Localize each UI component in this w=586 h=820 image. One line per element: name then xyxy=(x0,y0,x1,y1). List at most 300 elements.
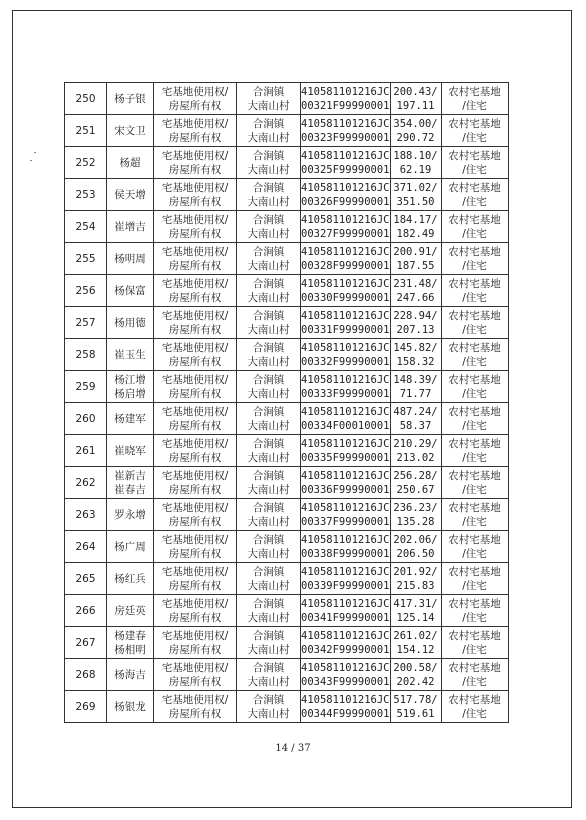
table-row xyxy=(65,371,509,403)
usage-cell xyxy=(441,211,508,243)
row-number-cell: 259 xyxy=(65,371,107,403)
unit-code-cell-line: 00332F99990001 xyxy=(301,355,390,368)
owner-name-cell xyxy=(107,627,154,659)
unit-code-cell xyxy=(301,371,391,403)
location-cell-line: 大南山村 xyxy=(247,451,290,464)
usage-cell xyxy=(441,275,508,307)
area-cell-line: 207.13 xyxy=(396,323,435,336)
right-type-cell-line: 宅基地使用权/ xyxy=(161,693,229,706)
usage-cell-line: /住宅 xyxy=(462,387,487,400)
usage-cell xyxy=(441,531,508,563)
right-type-cell xyxy=(154,499,237,531)
usage-cell-line: 农村宅基地 xyxy=(448,341,501,354)
area-cell xyxy=(390,467,441,499)
usage-cell-line: 农村宅基地 xyxy=(448,277,501,290)
usage-cell-line: /住宅 xyxy=(462,515,487,528)
owner-name-cell-line: 崔增吉 xyxy=(114,220,146,233)
area-cell-line: 148.39/ xyxy=(393,373,438,386)
unit-code-cell-line: 00328F99990001 xyxy=(301,259,390,272)
table-row xyxy=(65,403,509,435)
area-cell-line: 200.43/ xyxy=(393,85,438,98)
unit-code-cell xyxy=(301,115,391,147)
row-number-cell: 255 xyxy=(65,243,107,275)
usage-cell-line: 农村宅基地 xyxy=(448,373,501,386)
table-row xyxy=(65,147,509,179)
unit-code-cell xyxy=(301,339,391,371)
area-cell-line: 215.83 xyxy=(396,579,435,592)
usage-cell-line: 农村宅基地 xyxy=(448,213,501,226)
owner-name-cell xyxy=(107,563,154,595)
usage-cell-line: 农村宅基地 xyxy=(448,85,501,98)
row-number-cell: 252 xyxy=(65,147,107,179)
unit-code-cell-line: 410581101216JC xyxy=(301,565,390,578)
owner-name-cell-line: 崔春吉 xyxy=(114,483,146,496)
area-cell xyxy=(390,435,441,467)
usage-cell-line: /住宅 xyxy=(462,451,487,464)
unit-code-cell xyxy=(301,211,391,243)
right-type-cell xyxy=(154,467,237,499)
registration-table-body xyxy=(65,83,509,723)
owner-name-cell xyxy=(107,83,154,115)
usage-cell-line: /住宅 xyxy=(462,579,487,592)
owner-name-cell xyxy=(107,307,154,339)
area-cell xyxy=(390,307,441,339)
location-cell-line: 合涧镇 xyxy=(252,565,285,578)
usage-cell-line: 农村宅基地 xyxy=(448,597,501,610)
unit-code-cell-line: 00334F00010001 xyxy=(301,419,390,432)
usage-cell-line: 农村宅基地 xyxy=(448,405,501,418)
owner-name-cell xyxy=(107,595,154,627)
owner-name-cell-line: 杨明周 xyxy=(114,252,146,265)
row-number-cell: 269 xyxy=(65,691,107,723)
usage-cell-line: /住宅 xyxy=(462,643,487,656)
right-type-cell xyxy=(154,563,237,595)
location-cell xyxy=(237,627,301,659)
location-cell xyxy=(237,147,301,179)
usage-cell-line: /住宅 xyxy=(462,707,487,720)
owner-name-cell-line: 崔玉生 xyxy=(114,348,146,361)
unit-code-cell-line: 00335F99990001 xyxy=(301,451,390,464)
table-row xyxy=(65,275,509,307)
area-cell-line: 187.55 xyxy=(396,259,435,272)
owner-name-cell-line: 崔新吉 xyxy=(114,469,146,482)
owner-name-cell-line: 崔晓军 xyxy=(114,444,146,457)
right-type-cell xyxy=(154,339,237,371)
location-cell-line: 大南山村 xyxy=(247,291,290,304)
owner-name-cell-line: 侯天增 xyxy=(114,188,146,201)
owner-name-cell xyxy=(107,467,154,499)
right-type-cell-line: 宅基地使用权/ xyxy=(161,341,229,354)
unit-code-cell xyxy=(301,499,391,531)
table-row xyxy=(65,435,509,467)
area-cell-line: 213.02 xyxy=(396,451,435,464)
location-cell-line: 大南山村 xyxy=(247,515,290,528)
table-row xyxy=(65,83,509,115)
row-number-cell: 262 xyxy=(65,467,107,499)
right-type-cell-line: 宅基地使用权/ xyxy=(161,501,229,514)
unit-code-cell-line: 410581101216JC xyxy=(301,373,390,386)
owner-name-cell xyxy=(107,339,154,371)
owner-name-cell xyxy=(107,531,154,563)
area-cell xyxy=(390,243,441,275)
right-type-cell-line: 房屋所有权 xyxy=(168,195,222,208)
unit-code-cell-line: 00339F99990001 xyxy=(301,579,390,592)
owner-name-cell xyxy=(107,275,154,307)
location-cell-line: 大南山村 xyxy=(247,195,290,208)
area-cell-line: 182.49 xyxy=(396,227,435,240)
area-cell xyxy=(390,691,441,723)
unit-code-cell xyxy=(301,179,391,211)
area-cell-line: 228.94/ xyxy=(393,309,438,322)
location-cell-line: 合涧镇 xyxy=(252,149,285,162)
right-type-cell-line: 房屋所有权 xyxy=(168,579,222,592)
location-cell-line: 合涧镇 xyxy=(252,181,285,194)
right-type-cell-line: 宅基地使用权/ xyxy=(161,533,229,546)
right-type-cell-line: 房屋所有权 xyxy=(168,291,222,304)
usage-cell xyxy=(441,115,508,147)
area-cell-line: 519.61 xyxy=(396,707,435,720)
location-cell-line: 合涧镇 xyxy=(252,501,285,514)
area-cell-line: 58.37 xyxy=(399,419,432,432)
right-type-cell-line: 宅基地使用权/ xyxy=(161,117,229,130)
unit-code-cell-line: 410581101216JC xyxy=(301,597,390,610)
usage-cell-line: /住宅 xyxy=(462,195,487,208)
area-cell-line: 154.12 xyxy=(396,643,435,656)
usage-cell xyxy=(441,659,508,691)
right-type-cell-line: 房屋所有权 xyxy=(168,643,222,656)
location-cell-line: 合涧镇 xyxy=(252,373,285,386)
usage-cell-line: /住宅 xyxy=(462,131,487,144)
unit-code-cell-line: 00325F99990001 xyxy=(301,163,390,176)
right-type-cell-line: 房屋所有权 xyxy=(168,515,222,528)
location-cell xyxy=(237,371,301,403)
right-type-cell-line: 宅基地使用权/ xyxy=(161,405,229,418)
area-cell-line: 145.82/ xyxy=(393,341,438,354)
area-cell-line: 231.48/ xyxy=(393,277,438,290)
owner-name-cell-line: 杨相明 xyxy=(114,643,146,656)
area-cell xyxy=(390,275,441,307)
area-cell-line: 188.10/ xyxy=(393,149,438,162)
usage-cell-line: 农村宅基地 xyxy=(448,693,501,706)
area-cell-line: 202.42 xyxy=(396,675,435,688)
owner-name-cell-line: 杨建春 xyxy=(114,629,146,642)
usage-cell-line: 农村宅基地 xyxy=(448,181,501,194)
unit-code-cell-line: 00336F99990001 xyxy=(301,483,390,496)
unit-code-cell xyxy=(301,403,391,435)
location-cell xyxy=(237,659,301,691)
table-row xyxy=(65,179,509,211)
right-type-cell xyxy=(154,307,237,339)
location-cell-line: 大南山村 xyxy=(247,323,290,336)
area-cell-line: 290.72 xyxy=(396,131,435,144)
row-number-cell: 251 xyxy=(65,115,107,147)
area-cell-line: 261.02/ xyxy=(393,629,438,642)
usage-cell-line: /住宅 xyxy=(462,163,487,176)
area-cell-line: 62.19 xyxy=(399,163,432,176)
row-number-cell: 266 xyxy=(65,595,107,627)
right-type-cell xyxy=(154,659,237,691)
area-cell xyxy=(390,115,441,147)
location-cell-line: 合涧镇 xyxy=(252,437,285,450)
usage-cell xyxy=(441,595,508,627)
usage-cell-line: /住宅 xyxy=(462,259,487,272)
usage-cell xyxy=(441,147,508,179)
right-type-cell xyxy=(154,211,237,243)
area-cell-line: 247.66 xyxy=(396,291,435,304)
right-type-cell-line: 房屋所有权 xyxy=(168,547,222,560)
location-cell-line: 大南山村 xyxy=(247,547,290,560)
unit-code-cell xyxy=(301,147,391,179)
owner-name-cell-line: 杨海吉 xyxy=(114,668,146,681)
right-type-cell-line: 房屋所有权 xyxy=(168,675,222,688)
right-type-cell-line: 宅基地使用权/ xyxy=(161,181,229,194)
unit-code-cell-line: 00333F99990001 xyxy=(301,387,390,400)
unit-code-cell-line: 00342F99990001 xyxy=(301,643,390,656)
table-row xyxy=(65,467,509,499)
area-cell xyxy=(390,371,441,403)
scan-speck xyxy=(30,160,32,161)
area-cell xyxy=(390,339,441,371)
location-cell-line: 大南山村 xyxy=(247,99,290,112)
location-cell xyxy=(237,435,301,467)
right-type-cell xyxy=(154,179,237,211)
owner-name-cell-line: 杨建军 xyxy=(114,412,146,425)
usage-cell-line: 农村宅基地 xyxy=(448,661,501,674)
location-cell-line: 大南山村 xyxy=(247,643,290,656)
owner-name-cell-line: 杨江增 xyxy=(114,373,146,386)
location-cell-line: 大南山村 xyxy=(247,387,290,400)
location-cell-line: 合涧镇 xyxy=(252,405,285,418)
location-cell-line: 合涧镇 xyxy=(252,661,285,674)
usage-cell-line: 农村宅基地 xyxy=(448,117,501,130)
row-number-cell: 260 xyxy=(65,403,107,435)
right-type-cell xyxy=(154,627,237,659)
row-number-cell: 258 xyxy=(65,339,107,371)
table-row xyxy=(65,115,509,147)
unit-code-cell xyxy=(301,563,391,595)
unit-code-cell xyxy=(301,627,391,659)
owner-name-cell xyxy=(107,147,154,179)
unit-code-cell-line: 410581101216JC xyxy=(301,629,390,642)
unit-code-cell-line: 00326F99990001 xyxy=(301,195,390,208)
owner-name-cell-line: 杨超 xyxy=(119,156,141,169)
owner-name-cell-line: 杨启增 xyxy=(114,387,146,400)
location-cell-line: 大南山村 xyxy=(247,419,290,432)
usage-cell-line: /住宅 xyxy=(462,99,487,112)
owner-name-cell-line: 杨银龙 xyxy=(114,700,146,713)
usage-cell-line: /住宅 xyxy=(462,227,487,240)
location-cell-line: 合涧镇 xyxy=(252,117,285,130)
area-cell-line: 200.58/ xyxy=(393,661,438,674)
area-cell-line: 202.06/ xyxy=(393,533,438,546)
area-cell-line: 206.50 xyxy=(396,547,435,560)
location-cell xyxy=(237,531,301,563)
table-row xyxy=(65,691,509,723)
usage-cell xyxy=(441,627,508,659)
area-cell xyxy=(390,179,441,211)
row-number-cell: 264 xyxy=(65,531,107,563)
location-cell xyxy=(237,339,301,371)
right-type-cell-line: 房屋所有权 xyxy=(168,707,222,720)
usage-cell-line: 农村宅基地 xyxy=(448,469,501,482)
row-number-cell: 268 xyxy=(65,659,107,691)
usage-cell-line: 农村宅基地 xyxy=(448,245,501,258)
unit-code-cell-line: 410581101216JC xyxy=(301,661,390,674)
right-type-cell-line: 房屋所有权 xyxy=(168,259,222,272)
unit-code-cell-line: 00327F99990001 xyxy=(301,227,390,240)
right-type-cell xyxy=(154,595,237,627)
area-cell-line: 201.92/ xyxy=(393,565,438,578)
area-cell-line: 197.11 xyxy=(396,99,435,112)
area-cell-line: 371.02/ xyxy=(393,181,438,194)
usage-cell xyxy=(441,435,508,467)
right-type-cell-line: 宅基地使用权/ xyxy=(161,277,229,290)
unit-code-cell-line: 410581101216JC xyxy=(301,405,390,418)
table-row xyxy=(65,339,509,371)
right-type-cell-line: 宅基地使用权/ xyxy=(161,597,229,610)
right-type-cell xyxy=(154,243,237,275)
unit-code-cell-line: 00337F99990001 xyxy=(301,515,390,528)
row-number-cell: 263 xyxy=(65,499,107,531)
area-cell-line: 158.32 xyxy=(396,355,435,368)
unit-code-cell xyxy=(301,435,391,467)
unit-code-cell-line: 00321F99990001 xyxy=(301,99,390,112)
area-cell xyxy=(390,403,441,435)
usage-cell-line: 农村宅基地 xyxy=(448,501,501,514)
usage-cell-line: 农村宅基地 xyxy=(448,437,501,450)
usage-cell xyxy=(441,243,508,275)
area-cell-line: 125.14 xyxy=(396,611,435,624)
table-row xyxy=(65,531,509,563)
location-cell-line: 合涧镇 xyxy=(252,277,285,290)
location-cell-line: 大南山村 xyxy=(247,579,290,592)
area-cell-line: 210.29/ xyxy=(393,437,438,450)
owner-name-cell-line: 杨红兵 xyxy=(114,572,146,585)
right-type-cell xyxy=(154,435,237,467)
row-number-cell: 261 xyxy=(65,435,107,467)
owner-name-cell xyxy=(107,691,154,723)
owner-name-cell xyxy=(107,243,154,275)
unit-code-cell-line: 410581101216JC xyxy=(301,277,390,290)
area-cell-line: 354.00/ xyxy=(393,117,438,130)
right-type-cell-line: 宅基地使用权/ xyxy=(161,309,229,322)
right-type-cell xyxy=(154,83,237,115)
unit-code-cell-line: 410581101216JC xyxy=(301,213,390,226)
usage-cell-line: /住宅 xyxy=(462,323,487,336)
owner-name-cell-line: 房廷英 xyxy=(114,604,146,617)
usage-cell-line: 农村宅基地 xyxy=(448,149,501,162)
location-cell-line: 合涧镇 xyxy=(252,341,285,354)
row-number-cell: 250 xyxy=(65,83,107,115)
unit-code-cell-line: 00344F99990001 xyxy=(301,707,390,720)
location-cell xyxy=(237,307,301,339)
location-cell-line: 合涧镇 xyxy=(252,85,285,98)
owner-name-cell-line: 罗永增 xyxy=(114,508,146,521)
owner-name-cell xyxy=(107,403,154,435)
owner-name-cell-line: 杨广周 xyxy=(114,540,146,553)
usage-cell xyxy=(441,403,508,435)
row-number-cell: 256 xyxy=(65,275,107,307)
right-type-cell xyxy=(154,147,237,179)
usage-cell xyxy=(441,691,508,723)
right-type-cell-line: 房屋所有权 xyxy=(168,227,222,240)
registration-table xyxy=(64,82,509,723)
unit-code-cell-line: 410581101216JC xyxy=(301,181,390,194)
table-row xyxy=(65,211,509,243)
area-cell-line: 417.31/ xyxy=(393,597,438,610)
right-type-cell-line: 宅基地使用权/ xyxy=(161,565,229,578)
area-cell xyxy=(390,499,441,531)
owner-name-cell xyxy=(107,179,154,211)
usage-cell xyxy=(441,83,508,115)
right-type-cell-line: 房屋所有权 xyxy=(168,131,222,144)
location-cell xyxy=(237,211,301,243)
table-row xyxy=(65,627,509,659)
area-cell-line: 71.77 xyxy=(399,387,432,400)
unit-code-cell-line: 410581101216JC xyxy=(301,245,390,258)
right-type-cell-line: 宅基地使用权/ xyxy=(161,85,229,98)
owner-name-cell-line: 杨子银 xyxy=(114,92,146,105)
page-number: 14 / 37 xyxy=(275,743,311,754)
unit-code-cell xyxy=(301,531,391,563)
location-cell xyxy=(237,467,301,499)
right-type-cell-line: 房屋所有权 xyxy=(168,323,222,336)
right-type-cell-line: 房屋所有权 xyxy=(168,163,222,176)
owner-name-cell-line: 杨保富 xyxy=(114,284,146,297)
usage-cell xyxy=(441,467,508,499)
area-cell xyxy=(390,627,441,659)
unit-code-cell-line: 410581101216JC xyxy=(301,149,390,162)
right-type-cell-line: 宅基地使用权/ xyxy=(161,661,229,674)
unit-code-cell-line: 410581101216JC xyxy=(301,341,390,354)
unit-code-cell-line: 410581101216JC xyxy=(301,693,390,706)
right-type-cell xyxy=(154,275,237,307)
location-cell-line: 大南山村 xyxy=(247,483,290,496)
unit-code-cell-line: 410581101216JC xyxy=(301,117,390,130)
right-type-cell xyxy=(154,691,237,723)
owner-name-cell xyxy=(107,211,154,243)
right-type-cell-line: 房屋所有权 xyxy=(168,611,222,624)
location-cell xyxy=(237,499,301,531)
right-type-cell-line: 房屋所有权 xyxy=(168,419,222,432)
owner-name-cell xyxy=(107,371,154,403)
area-cell-line: 517.78/ xyxy=(393,693,438,706)
location-cell xyxy=(237,243,301,275)
right-type-cell xyxy=(154,403,237,435)
location-cell-line: 大南山村 xyxy=(247,355,290,368)
usage-cell xyxy=(441,499,508,531)
usage-cell-line: 农村宅基地 xyxy=(448,565,501,578)
location-cell xyxy=(237,563,301,595)
unit-code-cell-line: 00341F99990001 xyxy=(301,611,390,624)
unit-code-cell-line: 410581101216JC xyxy=(301,501,390,514)
right-type-cell-line: 宅基地使用权/ xyxy=(161,245,229,258)
table-row xyxy=(65,307,509,339)
area-cell xyxy=(390,563,441,595)
row-number-cell: 265 xyxy=(65,563,107,595)
area-cell-line: 200.91/ xyxy=(393,245,438,258)
area-cell xyxy=(390,659,441,691)
table-row xyxy=(65,595,509,627)
location-cell-line: 合涧镇 xyxy=(252,309,285,322)
unit-code-cell-line: 00338F99990001 xyxy=(301,547,390,560)
location-cell-line: 合涧镇 xyxy=(252,213,285,226)
location-cell-line: 大南山村 xyxy=(247,163,290,176)
right-type-cell xyxy=(154,371,237,403)
right-type-cell-line: 房屋所有权 xyxy=(168,483,222,496)
usage-cell-line: /住宅 xyxy=(462,483,487,496)
location-cell xyxy=(237,403,301,435)
